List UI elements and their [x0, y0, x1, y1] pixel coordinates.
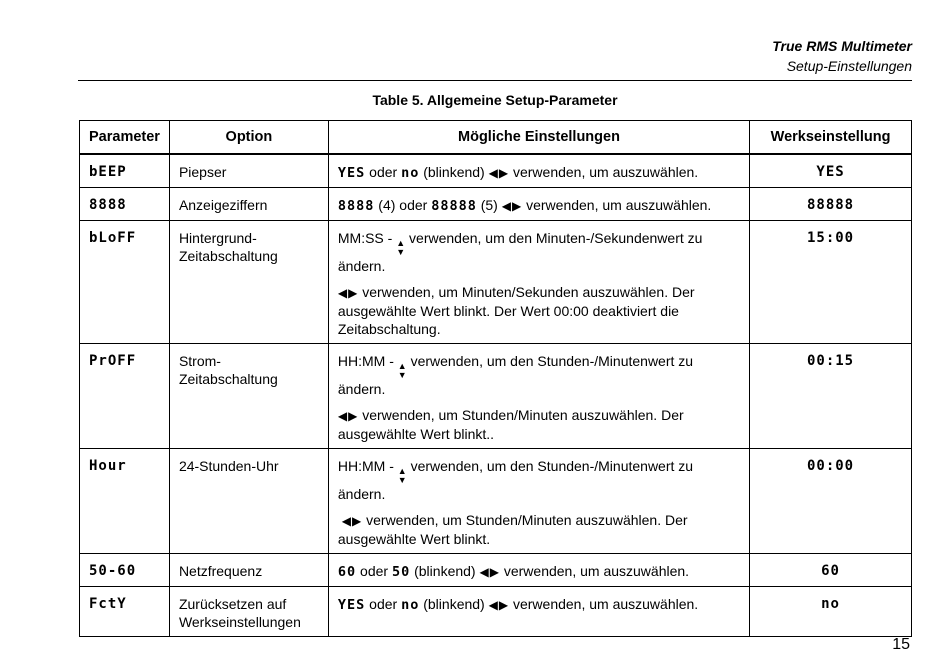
default-value: 60: [750, 554, 912, 587]
settings-text: (blinkend): [419, 596, 489, 612]
default-value: 88888: [750, 188, 912, 221]
settings-paragraph: [338, 595, 740, 614]
option-name: [169, 221, 328, 344]
table-row: [80, 587, 912, 637]
table-row: [80, 554, 912, 587]
down-arrow-icon: ▼: [396, 247, 406, 257]
up-down-arrows-icon: [398, 362, 407, 380]
option-name-line: Werkseinstellungen: [178, 614, 301, 630]
settings-text: (4) oder: [374, 197, 432, 213]
left-right-arrows-icon: ◀▶: [479, 565, 500, 579]
left-right-arrows-icon: ◀▶: [341, 514, 363, 528]
parameter-code: FctY: [80, 587, 170, 637]
left-right-arrows-icon: ◀▶: [337, 409, 359, 423]
settings-text: verwenden, um auszuwählen.: [499, 563, 690, 579]
option-name-line: Zurücksetzen auf: [178, 596, 287, 612]
parameter-code: bLoFF: [80, 221, 170, 344]
settings-text: verwenden, um auszuwählen.: [522, 197, 712, 213]
table-header-row: [80, 121, 912, 155]
table-row: [80, 449, 912, 554]
column-header-settings: Mögliche Einstellungen: [328, 121, 749, 155]
up-arrow-icon: ▲: [397, 361, 407, 371]
parameter-code: PrOFF: [80, 344, 170, 449]
settings-description: [328, 221, 749, 344]
parameter-code: Hour: [80, 449, 170, 554]
default-value: 00:00: [750, 449, 912, 554]
option-name: Piepser: [169, 154, 328, 188]
settings-text: oder: [365, 596, 402, 612]
column-header-default: Werkseinstellung: [750, 121, 912, 155]
left-right-arrows-icon: ◀▶: [501, 199, 523, 213]
option-name: [169, 587, 328, 637]
default-value: no: [750, 587, 912, 637]
settings-text: oder: [365, 164, 402, 180]
down-arrow-icon: ▼: [397, 475, 407, 485]
page-number: 15: [892, 636, 910, 653]
up-arrow-icon: ▲: [397, 466, 407, 476]
settings-description: [328, 554, 749, 587]
display-value: 50: [391, 564, 411, 580]
settings-description: [328, 449, 749, 554]
option-name: Anzeigeziffern: [169, 188, 328, 221]
settings-paragraph: [338, 283, 740, 338]
settings-paragraph: [338, 229, 740, 275]
column-header-parameter: Parameter: [80, 121, 170, 155]
settings-text: verwenden, um den Stunden-/Minutenwert zu ändern.: [337, 458, 694, 502]
left-right-arrows-icon: ◀▶: [337, 286, 359, 300]
up-down-arrows-icon: [398, 467, 407, 485]
table-row: [80, 188, 912, 221]
display-value: 60: [337, 564, 357, 580]
settings-text: verwenden, um den Minuten-/Sekundenwert zu ändern.: [337, 230, 703, 274]
running-header-title: True RMS Multimeter: [772, 38, 912, 54]
parameter-code: 8888: [80, 188, 170, 221]
settings-text: verwenden, um den Stunden-/Minutenwert zu ändern.: [337, 353, 694, 397]
display-value: YES: [337, 597, 366, 613]
default-value: 00:15: [750, 344, 912, 449]
settings-text: MM:SS -: [337, 230, 397, 246]
display-value: YES: [337, 165, 366, 181]
settings-paragraph: [338, 511, 740, 548]
option-name-line: Zeitabschaltung: [178, 371, 278, 387]
settings-text: HH:MM -: [337, 458, 398, 474]
settings-description: [328, 188, 749, 221]
header-rule: [78, 80, 912, 81]
settings-text: verwenden, um Minuten/Sekunden auszuwählen. Der ausgewählte Wert blinkt. Der Wert 00:00 deaktiviert die Zeitabschaltung.: [337, 284, 695, 337]
settings-paragraph: [338, 562, 740, 581]
settings-text: verwenden, um auszuwählen.: [509, 164, 699, 180]
display-value: 8888: [337, 198, 375, 214]
up-arrow-icon: ▲: [396, 238, 406, 248]
settings-text: (blinkend): [419, 164, 489, 180]
settings-paragraph: [338, 196, 740, 215]
option-name-line: Strom-: [178, 353, 221, 369]
settings-paragraph: [338, 406, 740, 443]
settings-description: [328, 587, 749, 637]
setup-parameter-table: [79, 120, 912, 637]
default-value: 15:00: [750, 221, 912, 344]
display-value: 88888: [431, 198, 477, 214]
settings-description: [328, 344, 749, 449]
option-name: 24-Stunden-Uhr: [169, 449, 328, 554]
default-value: YES: [750, 154, 912, 188]
column-header-option: Option: [169, 121, 328, 155]
table-row: [80, 344, 912, 449]
table-row: [80, 221, 912, 344]
settings-text: verwenden, um Stunden/Minuten auszuwählen. Der ausgewählte Wert blinkt.: [337, 512, 688, 547]
settings-paragraph: [338, 163, 740, 182]
display-value: no: [401, 597, 420, 613]
display-value: no: [401, 165, 420, 181]
running-header-subtitle: Setup-Einstellungen: [786, 58, 912, 74]
table-caption: Table 5. Allgemeine Setup-Parameter: [372, 92, 618, 108]
settings-text: verwenden, um auszuwählen.: [509, 596, 699, 612]
option-name-line: Zeitabschaltung: [178, 248, 278, 264]
option-name: Netzfrequenz: [169, 554, 328, 587]
settings-paragraph: [338, 352, 740, 398]
left-right-arrows-icon: ◀▶: [488, 166, 510, 180]
settings-text: (blinkend): [410, 563, 480, 579]
up-down-arrows-icon: [396, 239, 405, 257]
settings-paragraph: [338, 457, 740, 503]
settings-text: verwenden, um Stunden/Minuten auszuwählen. Der ausgewählte Wert blinkt..: [337, 407, 684, 442]
table-row: [80, 154, 912, 188]
settings-text: (5): [476, 197, 502, 213]
left-right-arrows-icon: ◀▶: [488, 598, 510, 612]
settings-text: HH:MM -: [337, 353, 398, 369]
down-arrow-icon: ▼: [397, 370, 407, 380]
settings-text: oder: [356, 563, 392, 579]
option-name-line: Hintergrund-: [178, 230, 257, 246]
option-name: [169, 344, 328, 449]
settings-description: [328, 154, 749, 188]
parameter-code: bEEP: [80, 154, 170, 188]
parameter-code: 50-60: [80, 554, 170, 587]
